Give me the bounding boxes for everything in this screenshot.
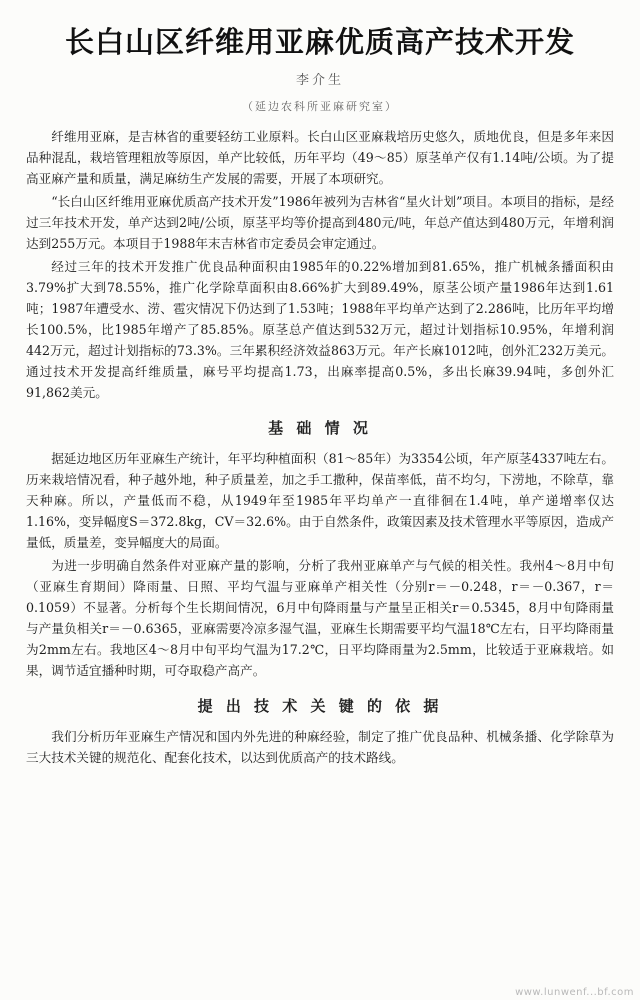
basics-paragraph-1: 据延边地区历年亚麻生产统计，年平均种植面积（81～85年）为3354公顷，年产原茎4337吨左右。历来栽培情况看，种子越外地，种子质量差，加之手工撒种，保苗率低，苗不均匀，下涝地，不除草，靠天种麻。所以，产量低而不稳，从1949年至1985年平均单产一直徘徊在1.4吨，单产递增率仅达1.16%，变异幅度S＝372.8kg，CV＝32.6%。由于自然条件，政策因素及技术管理水平等原因，造成产量低，质量差，变异幅度大的局面。 bbox=[26, 451, 614, 550]
watermark-text: www.lunwenf...bf.com bbox=[515, 987, 634, 998]
keys-section bbox=[26, 695, 614, 768]
section-heading-basics: 基 础 情 况 bbox=[268, 419, 372, 437]
basics-section bbox=[26, 417, 614, 681]
intro-paragraph-1: 纤维用亚麻，是吉林省的重要轻纺工业原料。长白山区亚麻栽培历史悠久，质地优良，但是多年来因品种混乱，栽培管理粗放等原因，单产比较低，历年平均（49～85）原茎单产仅有1.14吨/公顷。为了提高亚麻产量和质量，满足麻纺生产发展的需要，开展了本项研究。 bbox=[26, 129, 614, 186]
section-heading-keys: 提 出 技 术 关 键 的 依 据 bbox=[197, 697, 443, 715]
basics-paragraph-2: 为进一步明确自然条件对亚麻产量的影响，分析了我州亚麻单产与气候的相关性。我州4～8月中旬（亚麻生育期间）降雨量、日照、平均气温与亚麻单产相关性（分别r＝－0.248，r＝－0.367，r＝0.1059）不显著。分析每个生长期间情况，6月中旬降雨量与产量呈正相关r＝0.5345，8月中旬降雨量与产量负相关r＝－0.6365，亚麻需要冷凉多湿气温，亚麻生长期需要平均气温18℃左右，日平均降雨量为2mm左右。我地区4～8月中旬平均气温为17.2℃，日平均降雨量为2.5mm，比较适于亚麻栽培。如果，调节适宜播种时期，可夺取稳产高产。 bbox=[26, 558, 614, 678]
keys-paragraph-1: 我们分析历年亚麻生产情况和国内外先进的种麻经验，制定了推广优良品种、机械条播、化学除草为三大技术关键的规范化、配套化技术，以达到优质高产的技术路线。 bbox=[26, 729, 614, 765]
paper-affiliation: （延边农科所亚麻研究室） bbox=[242, 100, 398, 113]
intro-paragraph-3: 经过三年的技术开发推广优良品种面积由1985年的0.22%增加到81.65%，推广机械条播面积由3.79%扩大到78.55%，推广化学除草面积由8.66%扩大到89.49%，原茎公顷产量1986年达到1.61吨；1987年遭受水、涝、雹灾情况下仍达到了1.53吨；1988年平均单产达到了2.286吨，比历年平均增长100.5%，比1985年增产了85.85%。原茎总产值达到532万元，超过计划指标10.95%，年增利润442万元，超过计划指标的73.3%。三年累积经济效益863万元。年产长麻1012吨，创外汇232万美元。通过技术开发提高纤维质量，麻号平均提高1.73，出麻率提高0.5%，多出长麻39.94吨，多创外汇91,862美元。 bbox=[26, 259, 614, 400]
intro-paragraph-2: “长白山区纤维用亚麻优质高产技术开发”1986年被列为吉林省“星火计划”项目。本项目的指标，是经过三年技术开发，单产达到2吨/公顷，原茎平均等价提高到480元/吨，年总产值达到480万元，年增利润达到255万元。本项目于1988年末吉林省市定委员会审定通过。 bbox=[26, 194, 614, 251]
intro-section bbox=[26, 126, 614, 403]
paper-title: 长白山区纤维用亚麻优质高产技术开发 bbox=[64, 25, 575, 59]
paper-author: 李介生 bbox=[295, 73, 344, 88]
